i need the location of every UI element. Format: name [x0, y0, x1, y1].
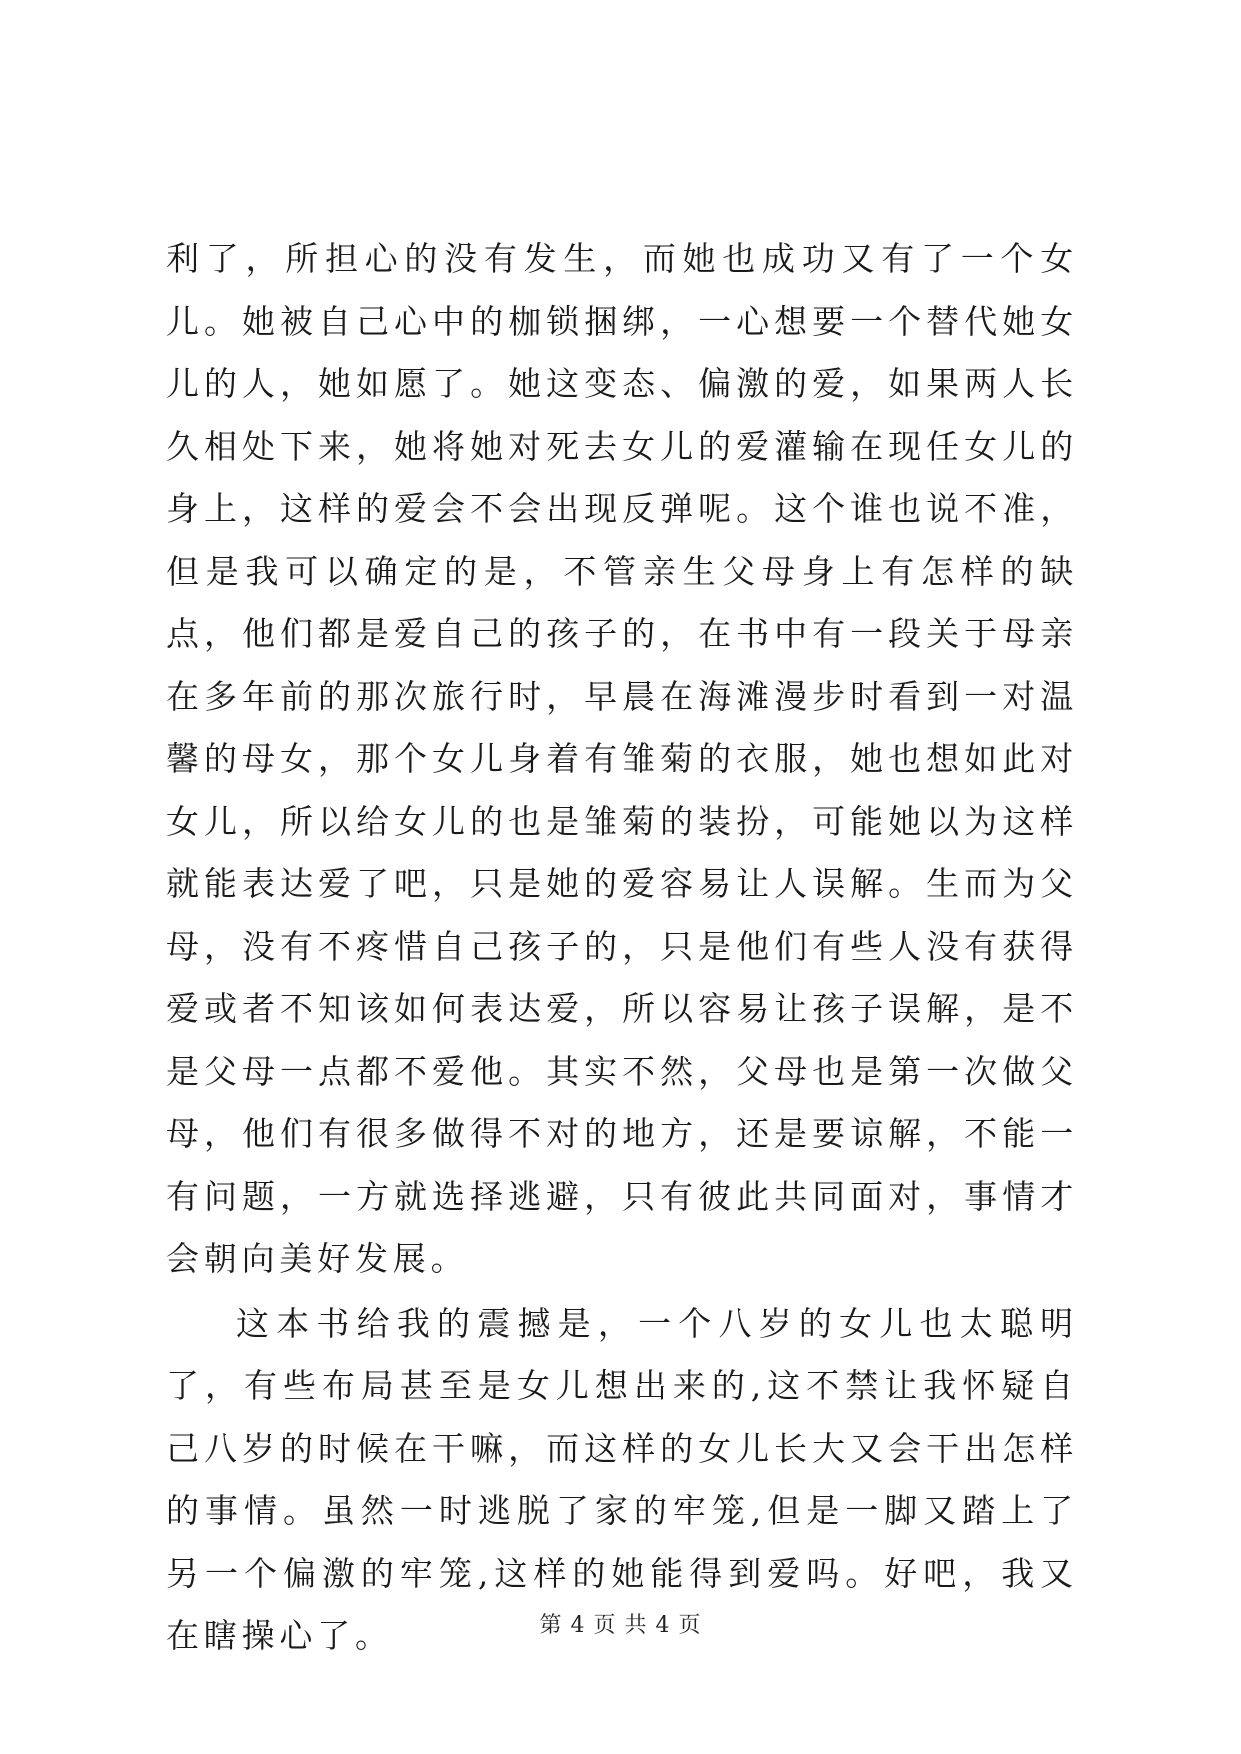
page-body	[166, 228, 1078, 1668]
page-footer	[0, 1608, 1241, 1639]
paragraph-continuation: 利了，所担心的没有发生，而她也成功又有了一个女儿。她被自己心中的枷锁捆绑，一心想要一个替代她女儿的人，她如愿了。她这变态、偏激的爱，如果两人长久相处下来，她将她对死去女儿的爱灌输在现任女儿的身上，这样的爱会不会出现反弹呢。这个谁也说不准，但是我可以确定的是，不管亲生父母身上有怎样的缺点，他们都是爱自己的孩子的，在书中有一段关于母亲在多年前的那次旅行时，早晨在海滩漫步时看到一对温馨的母女，那个女儿身着有雏菊的衣服，她也想如此对女儿，所以给女儿的也是雏菊的装扮，可能她以为这样就能表达爱了吧，只是她的爱容易让人误解。生而为父母，没有不疼惜自己孩子的，只是他们有些人没有获得爱或者不知该如何表达爱，所以容易让孩子误解，是不是父母一点都不爱他。其实不然，父母也是第一次做父母，他们有很多做得不对的地方，还是要谅解，不能一有问题，一方就选择逃避，只有彼此共同面对，事情才会朝向美好发展。	[166, 239, 1078, 1278]
paragraph-reflection: 这本书给我的震撼是，一个八岁的女儿也太聪明了，有些布局甚至是女儿想出来的,这不禁让我怀疑自己八岁的时候在干嘛，而这样的女儿长大又会干出怎样的事情。虽然一时逃脱了家的牢笼,但是一脚又踏上了另一个偏激的牢笼,这样的她能得到爱吗。好吧，我又在瞎操心了。	[166, 1303, 1078, 1655]
page-number: 第 4 页 共 4 页	[539, 1613, 702, 1638]
